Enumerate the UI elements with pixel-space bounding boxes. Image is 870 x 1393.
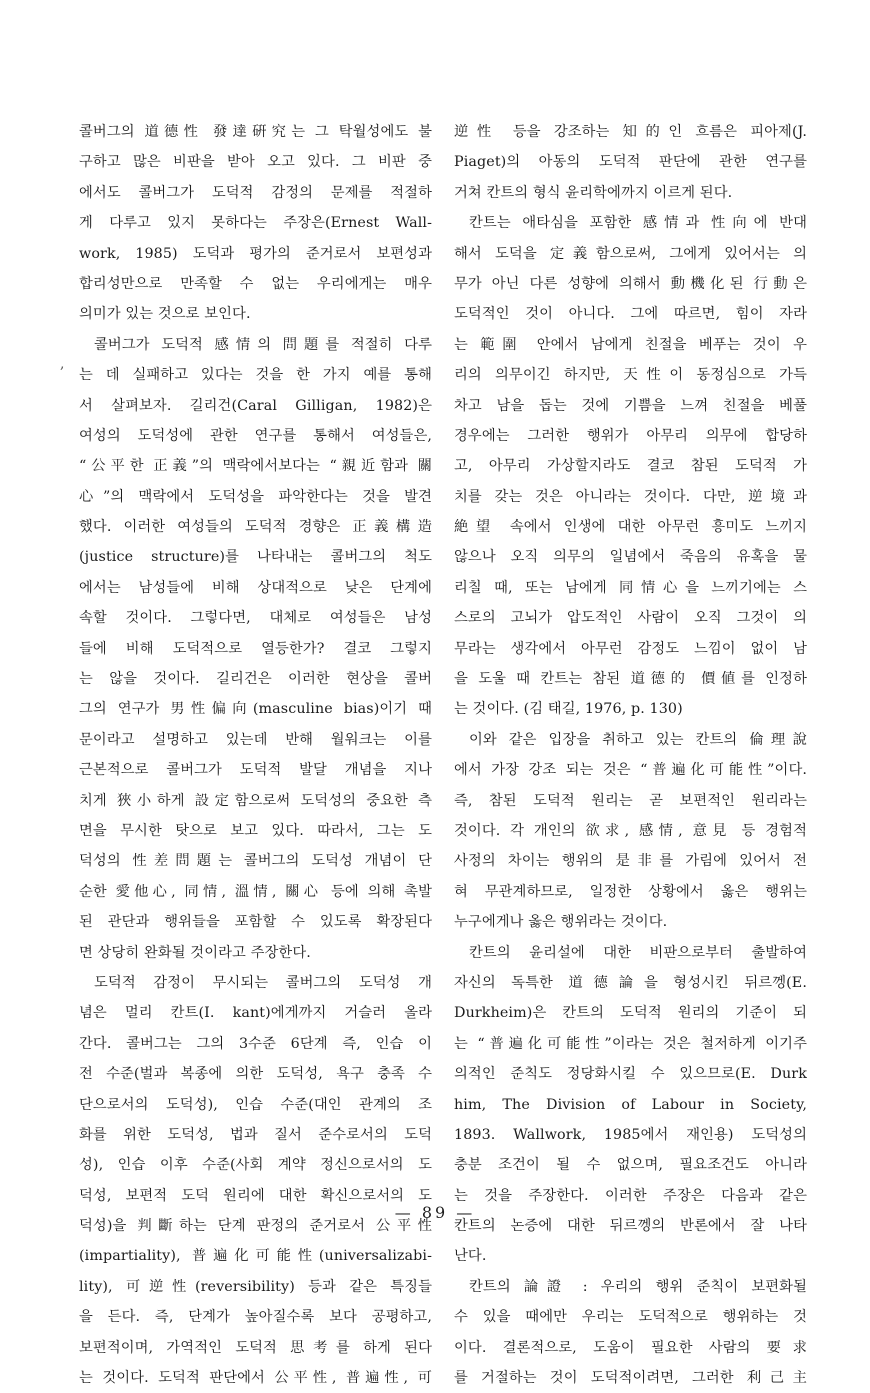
text-line: 는 것을 주장한다. 이러한 주장은 다음과 같은 bbox=[454, 1187, 807, 1204]
text-line: 1893. Wallwork, 1985에서 재인용) 도덕성의 bbox=[454, 1126, 807, 1143]
page-number: — 89 — bbox=[394, 1203, 476, 1222]
text-line: 치를 갖는 것은 아니라는 것이다. 다만, 逆境과 bbox=[454, 488, 807, 505]
text-line: Durkheim)은 칸트의 도덕적 원리의 기준이 되 bbox=[454, 1005, 807, 1022]
text-line: 누구에게나 옳은 행위라는 것이다. bbox=[454, 914, 668, 931]
text-line: 덕성)을 判斷하는 단계 판정의 준거로서 公平性 bbox=[79, 1218, 432, 1235]
text-line: 를 거절하는 것이 도덕적이려면, 그러한 利己主 bbox=[454, 1370, 807, 1387]
text-line: 서 살펴보자. 길리건(Caral Gilligan, 1982)은 bbox=[79, 397, 432, 414]
text-line: 들에 비해 도덕적으로 열등한가? 결코 그렇지 bbox=[79, 640, 432, 657]
text-line: 전 수준(벌과 복종에 의한 도덕성, 욕구 충족 수 bbox=[79, 1066, 432, 1083]
text-line: 는 範圍 안에서 남에게 친절을 베푸는 것이 우 bbox=[454, 336, 807, 353]
text-line: 도덕적 감정이 무시되는 콜버그의 도덕성 개 bbox=[94, 974, 432, 991]
text-line: 속할 것이다. 그렇다면, 대체로 여성들은 남성 bbox=[79, 610, 432, 627]
text-line: 면을 무시한 탓으로 보고 있다. 따라서, 그는 도 bbox=[79, 822, 432, 839]
right-column bbox=[454, 117, 807, 1393]
text-line: 해서 도덕을 定義함으로써, 그에게 있어서는 의 bbox=[454, 245, 807, 262]
text-line: 간다. 콜버그는 그의 3수준 6단계 즉, 인습 이 bbox=[79, 1035, 432, 1052]
text-line: 수 있을 때에만 우리는 도덕적으로 행위하는 것 bbox=[454, 1309, 807, 1326]
text-line: 념은 멀리 칸트(I. kant)에게까지 거슬러 올라 bbox=[79, 1005, 432, 1022]
text-line: 화를 위한 도덕성, 법과 질서 준수로서의 도덕 bbox=[79, 1126, 432, 1143]
text-line: 는 않을 것이다. 길리건은 이러한 현상을 콜버 bbox=[79, 671, 432, 688]
text-line: 그의 연구가 男性偏向(masculine bias)이기 때 bbox=[79, 701, 432, 718]
text-line: 단으로서의 도덕성), 인습 수준(대인 관계의 조 bbox=[79, 1096, 432, 1113]
text-line: 리칠 때, 또는 남에게 同情心을 느끼기에는 스 bbox=[454, 579, 807, 596]
text-line: 에서 가장 강조 되는 것은 “普遍化可能性”이다. bbox=[454, 762, 807, 779]
text-line: 게 다루고 있지 못하다는 주장은(Ernest Wall- bbox=[79, 215, 432, 232]
text-line: 사정의 차이는 행위의 是非를 가림에 있어서 전 bbox=[454, 853, 807, 870]
text-line: 을 도울 때 칸트는 참된 道德的 價値를 인정하 bbox=[454, 671, 807, 688]
text-line: 문이라고 설명하고 있는데 반해 월워크는 이를 bbox=[79, 731, 432, 748]
text-line: 칸트의 논증에 대한 뒤르껭의 반론에서 잘 나타 bbox=[454, 1218, 807, 1235]
text-line: 을 든다. 즉, 단계가 높아질수록 보다 공평하고, bbox=[79, 1309, 432, 1326]
text-line: 난다. bbox=[454, 1248, 487, 1265]
text-line: 혀 무관계하므로, 일정한 상황에서 옳은 행위는 bbox=[454, 883, 807, 900]
text-line: 경우에는 그러한 행위가 아무리 의무에 합당하 bbox=[454, 427, 807, 444]
text-line: 거쳐 칸트의 형식 윤리학에까지 이르게 된다. bbox=[454, 184, 733, 201]
text-line: 心”의 맥락에서 도덕성을 파악한다는 것을 발견 bbox=[79, 488, 432, 505]
text-line: 리의 의무이긴 하지만, 天性이 동정심으로 가득 bbox=[454, 367, 807, 384]
text-line: 스로의 고뇌가 압도적인 사람이 오직 그것이 의 bbox=[454, 610, 807, 627]
text-line: 순한 愛他心, 同情, 溫情, 關心 등에 의해 촉발 bbox=[79, 883, 432, 900]
text-line: 칸트의 論證 : 우리의 행위 준칙이 보편화될 bbox=[469, 1278, 807, 1295]
text-line: 의적인 준칙도 정당화시킬 수 있으므로(E. Durk bbox=[454, 1066, 807, 1083]
text-line: work, 1985) 도덕과 평가의 준거로서 보편성과 bbox=[79, 245, 432, 262]
text-line: (justice structure)를 나타내는 콜버그의 척도 bbox=[79, 549, 432, 566]
text-line: 이다. 결론적으로, 도움이 필요한 사람의 要求 bbox=[454, 1339, 807, 1356]
text-line: 덕성, 보편적 도덕 원리에 대한 확신으로서의 도 bbox=[79, 1187, 432, 1204]
text-line: 여성의 도덕성에 관한 연구를 통해서 여성들은, bbox=[79, 427, 432, 444]
left-column bbox=[79, 117, 432, 1393]
text-line: 는 것이다. (김 태길, 1976, p. 130) bbox=[454, 701, 683, 718]
text-line: 도덕적인 것이 아니다. 그에 따르면, 힘이 자라 bbox=[454, 306, 807, 323]
text-line: 보편적이며, 가역적인 도덕적 思考를 하게 된다 bbox=[79, 1339, 432, 1356]
text-line: 에서도 콜버그가 도덕적 감정의 문제를 적절하 bbox=[79, 184, 432, 201]
margin-mark: , bbox=[60, 356, 65, 372]
text-line: 고, 아무리 가상할지라도 결코 참된 도덕적 가 bbox=[454, 458, 807, 475]
text-line: Piaget)의 아동의 도덕적 판단에 관한 연구를 bbox=[454, 154, 807, 171]
text-line: 콜버그가 도덕적 感情의 問題를 적절히 다루 bbox=[94, 336, 432, 353]
text-line: 逆性 등을 강조하는 知的인 흐름은 피아제(J. bbox=[454, 124, 807, 140]
text-line: 콜버그의 道德性 發達硏究는 그 탁월성에도 불 bbox=[79, 124, 432, 140]
text-line: 이와 같은 입장을 취하고 있는 칸트의 倫理說 bbox=[469, 731, 807, 748]
text-line: 면 상당히 완화될 것이라고 주장한다. bbox=[79, 944, 311, 961]
text-line: 무라는 생각에서 아무런 감정도 느낌이 없이 남 bbox=[454, 640, 807, 657]
text-line: 성), 인습 이후 수준(사회 계약 정신으로서의 도 bbox=[79, 1157, 432, 1174]
text-line: him, The Division of Labour in Society, bbox=[454, 1096, 807, 1113]
text-line: 에서는 남성들에 비해 상대적으로 낮은 단계에 bbox=[79, 579, 432, 596]
text-line: 는 것이다. 도덕적 판단에서 公平性, 普遍性, 可 bbox=[79, 1370, 432, 1387]
text-line: 충분 조건이 될 수 없으며, 필요조건도 아니라 bbox=[454, 1157, 807, 1174]
text-line: 무가 아닌 다른 성향에 의해서 動機化된 行動은 bbox=[454, 275, 807, 292]
text-line: 않으나 오직 의무의 일념에서 죽음의 유혹을 물 bbox=[454, 549, 807, 566]
text-line: 는 데 실패하고 있다는 것을 한 가지 예를 통해 bbox=[79, 367, 432, 384]
text-line: 된 관단과 행위들을 포함할 수 있도록 확장된다 bbox=[79, 914, 432, 931]
text-line: 했다. 이러한 여성들의 도덕적 경향은 正義構造 bbox=[79, 519, 432, 536]
text-line: 칸트의 윤리설에 대한 비판으로부터 출발하여 bbox=[469, 944, 807, 961]
text-line: 는 “普遍化可能性”이라는 것은 철저하게 이기주 bbox=[454, 1035, 807, 1052]
text-line: 즉, 참된 도덕적 원리는 곧 보편적인 원리라는 bbox=[454, 792, 807, 809]
text-line: 의미가 있는 것으로 보인다. bbox=[79, 306, 251, 323]
text-line: 치게 狹小하게 設定함으로써 도덕성의 중요한 측 bbox=[79, 792, 432, 809]
text-line: (impartiality), 普遍化可能性(universalizabi- bbox=[79, 1248, 432, 1265]
text-line: 덕성의 性差問題는 콜버그의 도덕성 개념이 단 bbox=[79, 853, 432, 870]
text-line: 絶望 속에서 인생에 대한 아무런 흥미도 느끼지 bbox=[454, 519, 807, 536]
text-line: 자신의 독특한 道德論을 형성시킨 뒤르껭(E. bbox=[454, 974, 807, 991]
text-line: 것이다. 각 개인의 欲求, 感情, 意見 등 경험적 bbox=[454, 822, 807, 839]
text-line: “公平한 正義”의 맥락에서보다는 “親近함과 關 bbox=[79, 458, 432, 475]
text-line: 합리성만으로 만족할 수 없는 우리에게는 매우 bbox=[79, 275, 432, 292]
text-line: 구하고 많은 비판을 받아 오고 있다. 그 비판 중 bbox=[79, 154, 432, 171]
text-line: 차고 남을 돕는 것에 기쁨을 느껴 친절을 베풀 bbox=[454, 397, 807, 414]
text-line: 근본적으로 콜버그가 도덕적 발달 개념을 지나 bbox=[79, 762, 432, 779]
text-line: lity), 可逆性(reversibility) 등과 같은 특징들 bbox=[79, 1278, 432, 1295]
text-line: 칸트는 애타심을 포함한 感情과 性向에 반대 bbox=[469, 215, 807, 232]
